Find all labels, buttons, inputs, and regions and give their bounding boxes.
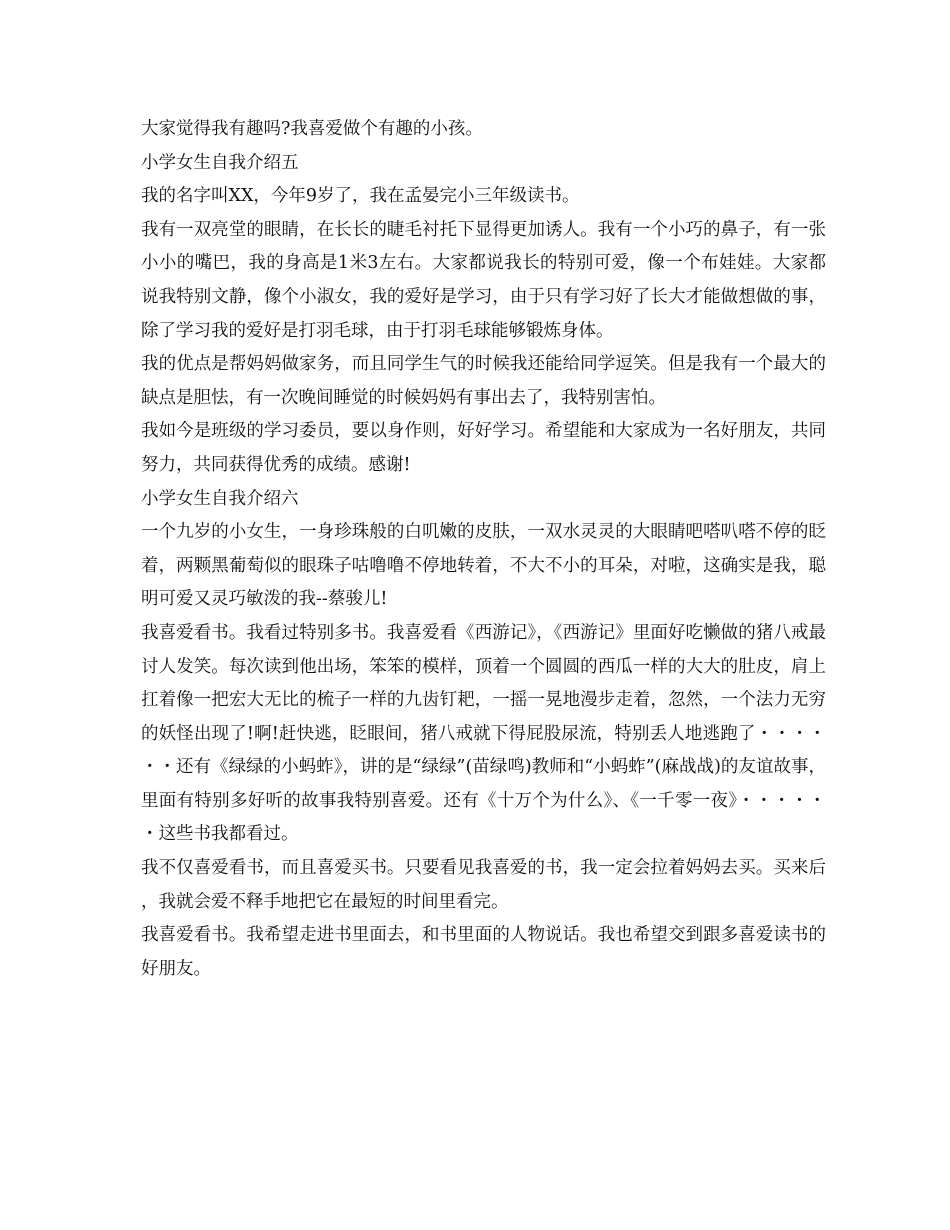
section-heading: 小学女生自我介绍五 bbox=[141, 152, 299, 173]
paragraph: 我的名字叫XX，今年9岁了，我在孟晏完小三年级读书。 bbox=[141, 186, 580, 207]
document-body bbox=[141, 113, 826, 986]
paragraph: 我喜爱看书。我看过特别多书。我喜爱看《西游记》，《西游记》里面好吃懒做的猪八戒最讨人发笑。每次读到他出场，笨笨的模样，顶着一个圆圆的西瓜一样的大大的肚皮，肩上扛着像一把宏大无比的梳子一样的九齿钉耙，一摇一晃地漫步走着，忽然，一个法力无穷的妖怪出现了!啊!赶快逃，眨眼间，猪八戒就下得屁股尿流，特别丢人地逃跑了・・・・・・还有《绿绿的小蚂蚱》，讲的是“绿绿”(苗绿鸣)教师和“小蚂蚱”(麻战战)的友谊故事，里面有特别多好听的故事我特别喜爱。还有《十万个为什么》、《一千零一夜》・・・・・・这些书我都看过。 bbox=[141, 622, 826, 845]
paragraph: 我有一双亮堂的眼睛，在长长的睫毛衬托下显得更加诱人。我有一个小巧的鼻子，有一张小小的嘴巴，我的身高是1米3左右。大家都说我长的特别可爱，像一个布娃娃。大家都说我特别文静，像个小淑女，我的爱好是学习，由于只有学习好了长大才能做想做的事，除了学习我的爱好是打羽毛球，由于打羽毛球能够锻炼身体。 bbox=[141, 219, 826, 341]
paragraph: 大家觉得我有趣吗?我喜爱做个有趣的小孩。 bbox=[141, 119, 483, 139]
paragraph: 我如今是班级的学习委员，要以身作则，好好学习。希望能和大家成为一名好朋友，共同努力，共同获得优秀的成绩。感谢! bbox=[141, 421, 826, 475]
paragraph: 一个九岁的小女生，一身珍珠般的白叽嫩的皮肤，一双水灵灵的大眼睛吧嗒叭嗒不停的眨着，两颗黑葡萄似的眼珠子咕噜噜不停地转着，不大不小的耳朵，对啦，这确实是我，聪明可爱又灵巧敏泼的我--蔡骏儿! bbox=[141, 522, 826, 610]
paragraph: 我不仅喜爱看书，而且喜爱买书。只要看见我喜爱的书，我一定会拉着妈妈去买。买来后，我就会爱不释手地把它在最短的时间里看完。 bbox=[141, 858, 826, 912]
paragraph: 我的优点是帮妈妈做家务，而且同学生气的时候我还能给同学逗笑。但是我有一个最大的缺点是胆怯，有一次晚间睡觉的时候妈妈有事出去了，我特别害怕。 bbox=[141, 354, 826, 408]
section-heading: 小学女生自我介绍六 bbox=[141, 488, 299, 509]
paragraph: 我喜爱看书。我希望走进书里面去，和书里面的人物说话。我也希望交到跟多喜爱读书的好朋友。 bbox=[141, 925, 826, 979]
